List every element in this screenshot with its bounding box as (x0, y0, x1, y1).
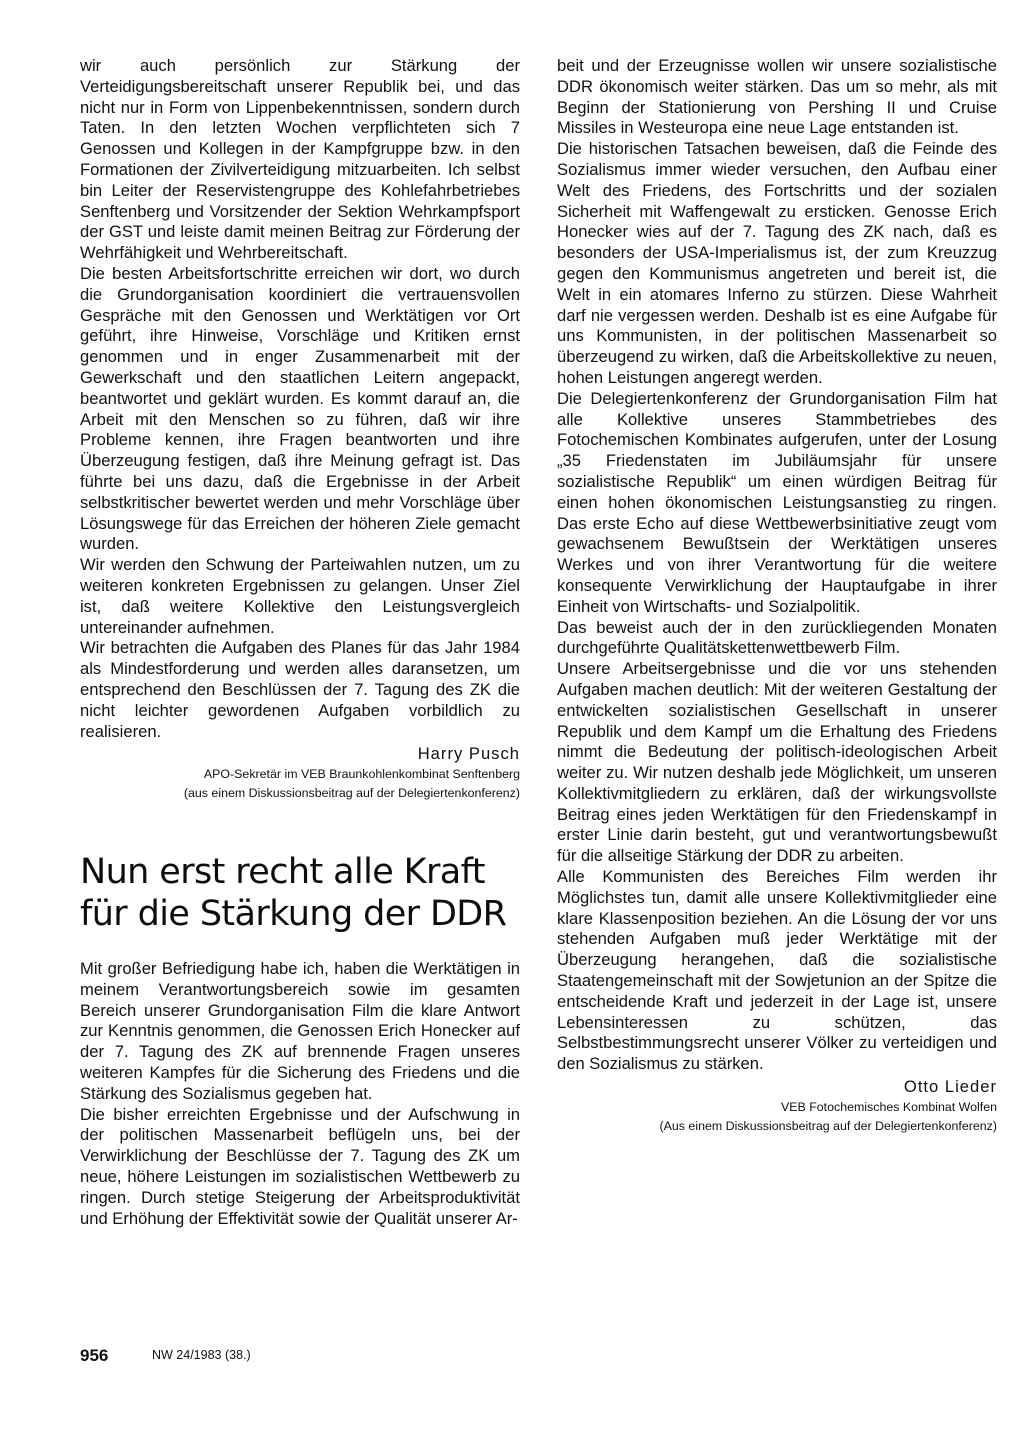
paragraph: Die historischen Tatsachen beweisen, daß die Feinde des Sozialismus immer wieder versuchen, den Aufbau einer Welt des Friedens, des Fortschritts und der sozialen Sicherheit mit Waffengewalt zu ersticken. Genosse Erich Honecker wies auf der 7. Tagung des ZK nach, daß es besonders der USA-Imperialismus ist, der zum Kreuzzug gegen den Kommunismus angetreten und bereit ist, die Welt in ein atomares Inferno zu stürzen. Diese Wahrheit darf nie vergessen werden. Deshalb ist es eine Aufgabe für uns Kommunisten, in der politischen Massenarbeit so überzeugend zu wirken, daß die Arbeitskollektive zu neuen, hohen Leistungen angeregt werden. (557, 139, 997, 387)
page-number: 956 (80, 1346, 109, 1365)
signature-role: APO-Sekretär im VEB Braunkohlenkombinat Senftenberg (203, 767, 520, 782)
paragraph: Wir betrachten die Aufgaben des Planes für das Jahr 1984 als Mindestforderung und werden alles daransetzen, um entsprechend den Beschlüssen der 7. Tagung des ZK die nicht leichter gewordenen Aufgaben vorbildlich zu realisieren. (80, 638, 520, 741)
issue-label: NW 24/1983 (38.) (152, 1348, 251, 1362)
article-paragraph: Mit großer Befriedigung habe ich, haben die Werktätigen in meinem Verantwortungsbereich sowie im gesamten Bereich unserer Grundorganisation Film die klare Antwort zur Kenntnis genommen, die Genossen Erich Honecker auf der 7. Tagung des ZK auf brennende Fragen unseres weiteren Kampfes für die Sicherung des Friedens und die Stärkung des Sozialismus gegeben hat. (80, 959, 520, 1103)
paragraph: Das beweist auch der in den zurückliegenden Monaten durchgeführte Qualitätskettenwettbewerb Film. (557, 617, 997, 658)
left-column (80, 56, 520, 1229)
article-paragraph: Die bisher erreichten Ergebnisse und der Aufschwung in der politischen Massenarbeit beflügeln uns, bei der Verwirklichung der Beschlüsse der 7. Tagung des ZK um neue, höhere Leistungen im sozialistischen Wettbewerb zu ringen. Durch stetige Steigerung der Arbeitsproduktivität und Erhöhung der Effektivität sowie der Qualität unserer Ar- (80, 1104, 520, 1228)
signature-source: (Aus einem Diskussionsbeitrag auf der Delegiertenkonferenz) (659, 1118, 997, 1133)
signature-source: (aus einem Diskussionsbeitrag auf der Delegiertenkonferenz) (183, 786, 520, 801)
paragraph: Die besten Arbeitsfortschritte erreichen wir dort, wo durch die Grundorganisation koordiniert die vertrauensvollen Gespräche mit den Genossen und Werktätigen vor Ort geführt, ihre Hinweise, Vorschläge und Kritiken ernst genommen und in enger Zusammenarbeit mit der Gewerkschaft und den staatlichen Leitern angepackt, beantwortet und geklärt wurden. Es kommt darauf an, die Arbeit mit den Menschen so zu führen, daß wir ihre Probleme kennen, ihre Fragen beantworten und ihre Überzeugung festigen, daß ihre Meinung gefragt ist. Das führte bei uns dazu, daß die Ergebnisse in der Arbeit selbstkritischer bewertet werden und mehr Vorschläge über Lösungswege für das Erreichen der höheren Ziele gemacht wurden. (80, 263, 520, 554)
paragraph: Alle Kommunisten des Bereiches Film werden ihr Möglichstes tun, damit alle unsere Kollektivmitglieder eine klare Klassenposition beziehen. An die Lösung der vor uns stehenden Aufgaben muß jeder Werktätige mit der Überzeugung herangehen, daß die sozialistische Staatengemeinschaft mit der Sowjetunion an der Spitze die entscheidende Kraft und jederzeit in der Lage ist, unsere Lebensinteressen zu schützen, das Selbstbestimmungsrecht unserer Völker zu verteidigen und den Sozialismus zu stärken. (557, 867, 997, 1074)
signature-name: Otto Lieder (903, 1077, 997, 1097)
signature-role: VEB Fotochemisches Kombinat Wolfen (780, 1099, 997, 1114)
right-column (557, 56, 997, 1136)
paragraph: Wir werden den Schwung der Parteiwahlen nutzen, um zu weiteren konkreten Ergebnissen zu gelangen. Unser Ziel ist, daß weitere Kollektive den Leistungsvergleich untereinander aufnehmen. (80, 555, 520, 637)
headline-line: Nun erst recht alle Kraft (80, 852, 485, 893)
paragraph: Die Delegiertenkonferenz der Grundorganisation Film hat alle Kollektive unseres Stammbetriebes des Fotochemischen Kombinates aufgerufen, unter der Losung „35 Friedenstaten im Jubiläumsjahr für unsere sozialistische Republik“ um einen würdigen Beitrag für einen hohen ökonomischen Leistungsanstieg zu ringen. Das erste Echo auf diese Wettbewerbsinitiative zeugt vom gewachsenem Bewußtsein der Werktätigen unseres Werkes und von ihrer Verantwortung für die weitere konsequente Verwirklichung der Hauptaufgabe in ihrer Einheit von Wirtschafts- und Sozialpolitik. (557, 388, 997, 616)
paragraph: Unsere Arbeitsergebnisse und die vor uns stehenden Aufgaben machen deutlich: Mit der weiteren Gestaltung der entwickelten sozialistischen Gesellschaft in unserer Republik und dem Kampf um die Erhaltung des Friedens nimmt die Bedeutung der politisch-ideologischen Arbeit weiter zu. Wir nutzen deshalb jede Möglichkeit, um unseren Kollektivmitgliedern zu erklären, daß der wirkungsvollste Beitrag eines jeden Werktätigen für den Friedenskampf in erster Linie darin besteht, gut und verantwortungsbewußt für die allseitige Stärkung der DDR zu arbeiten. (557, 659, 997, 866)
paragraph: wir auch persönlich zur Stärkung der Verteidigungsbereitschaft unserer Republik bei, und das nicht nur in Form von Lippenbekenntnissen, sondern durch Taten. In den letzten Wochen verpflichteten sich 7 Genossen und Kollegen in der Kampfgruppe bzw. in den Formationen der Zivilverteidigung mitzuarbeiten. Ich selbst bin Leiter der Reservistengruppe des Kohlefahrbetriebes Senftenberg und Vorsitzender der Sektion Wehrkampfsport der GST und leiste damit meinen Beitrag zur Förderung der Wehrfähigkeit und Wehrbereitschaft. (80, 56, 520, 263)
article-headline (80, 851, 520, 935)
headline-line: für die Stärkung der DDR (80, 894, 507, 935)
signature-name: Harry Pusch (417, 744, 520, 764)
paragraph: beit und der Erzeugnisse wollen wir unsere sozialistische DDR ökonomisch weiter stärken. Das um so mehr, als mit Beginn der Stationierung von Pershing II und Cruise Missiles in Westeuropa eine neue Lage entstanden ist. (557, 56, 997, 138)
